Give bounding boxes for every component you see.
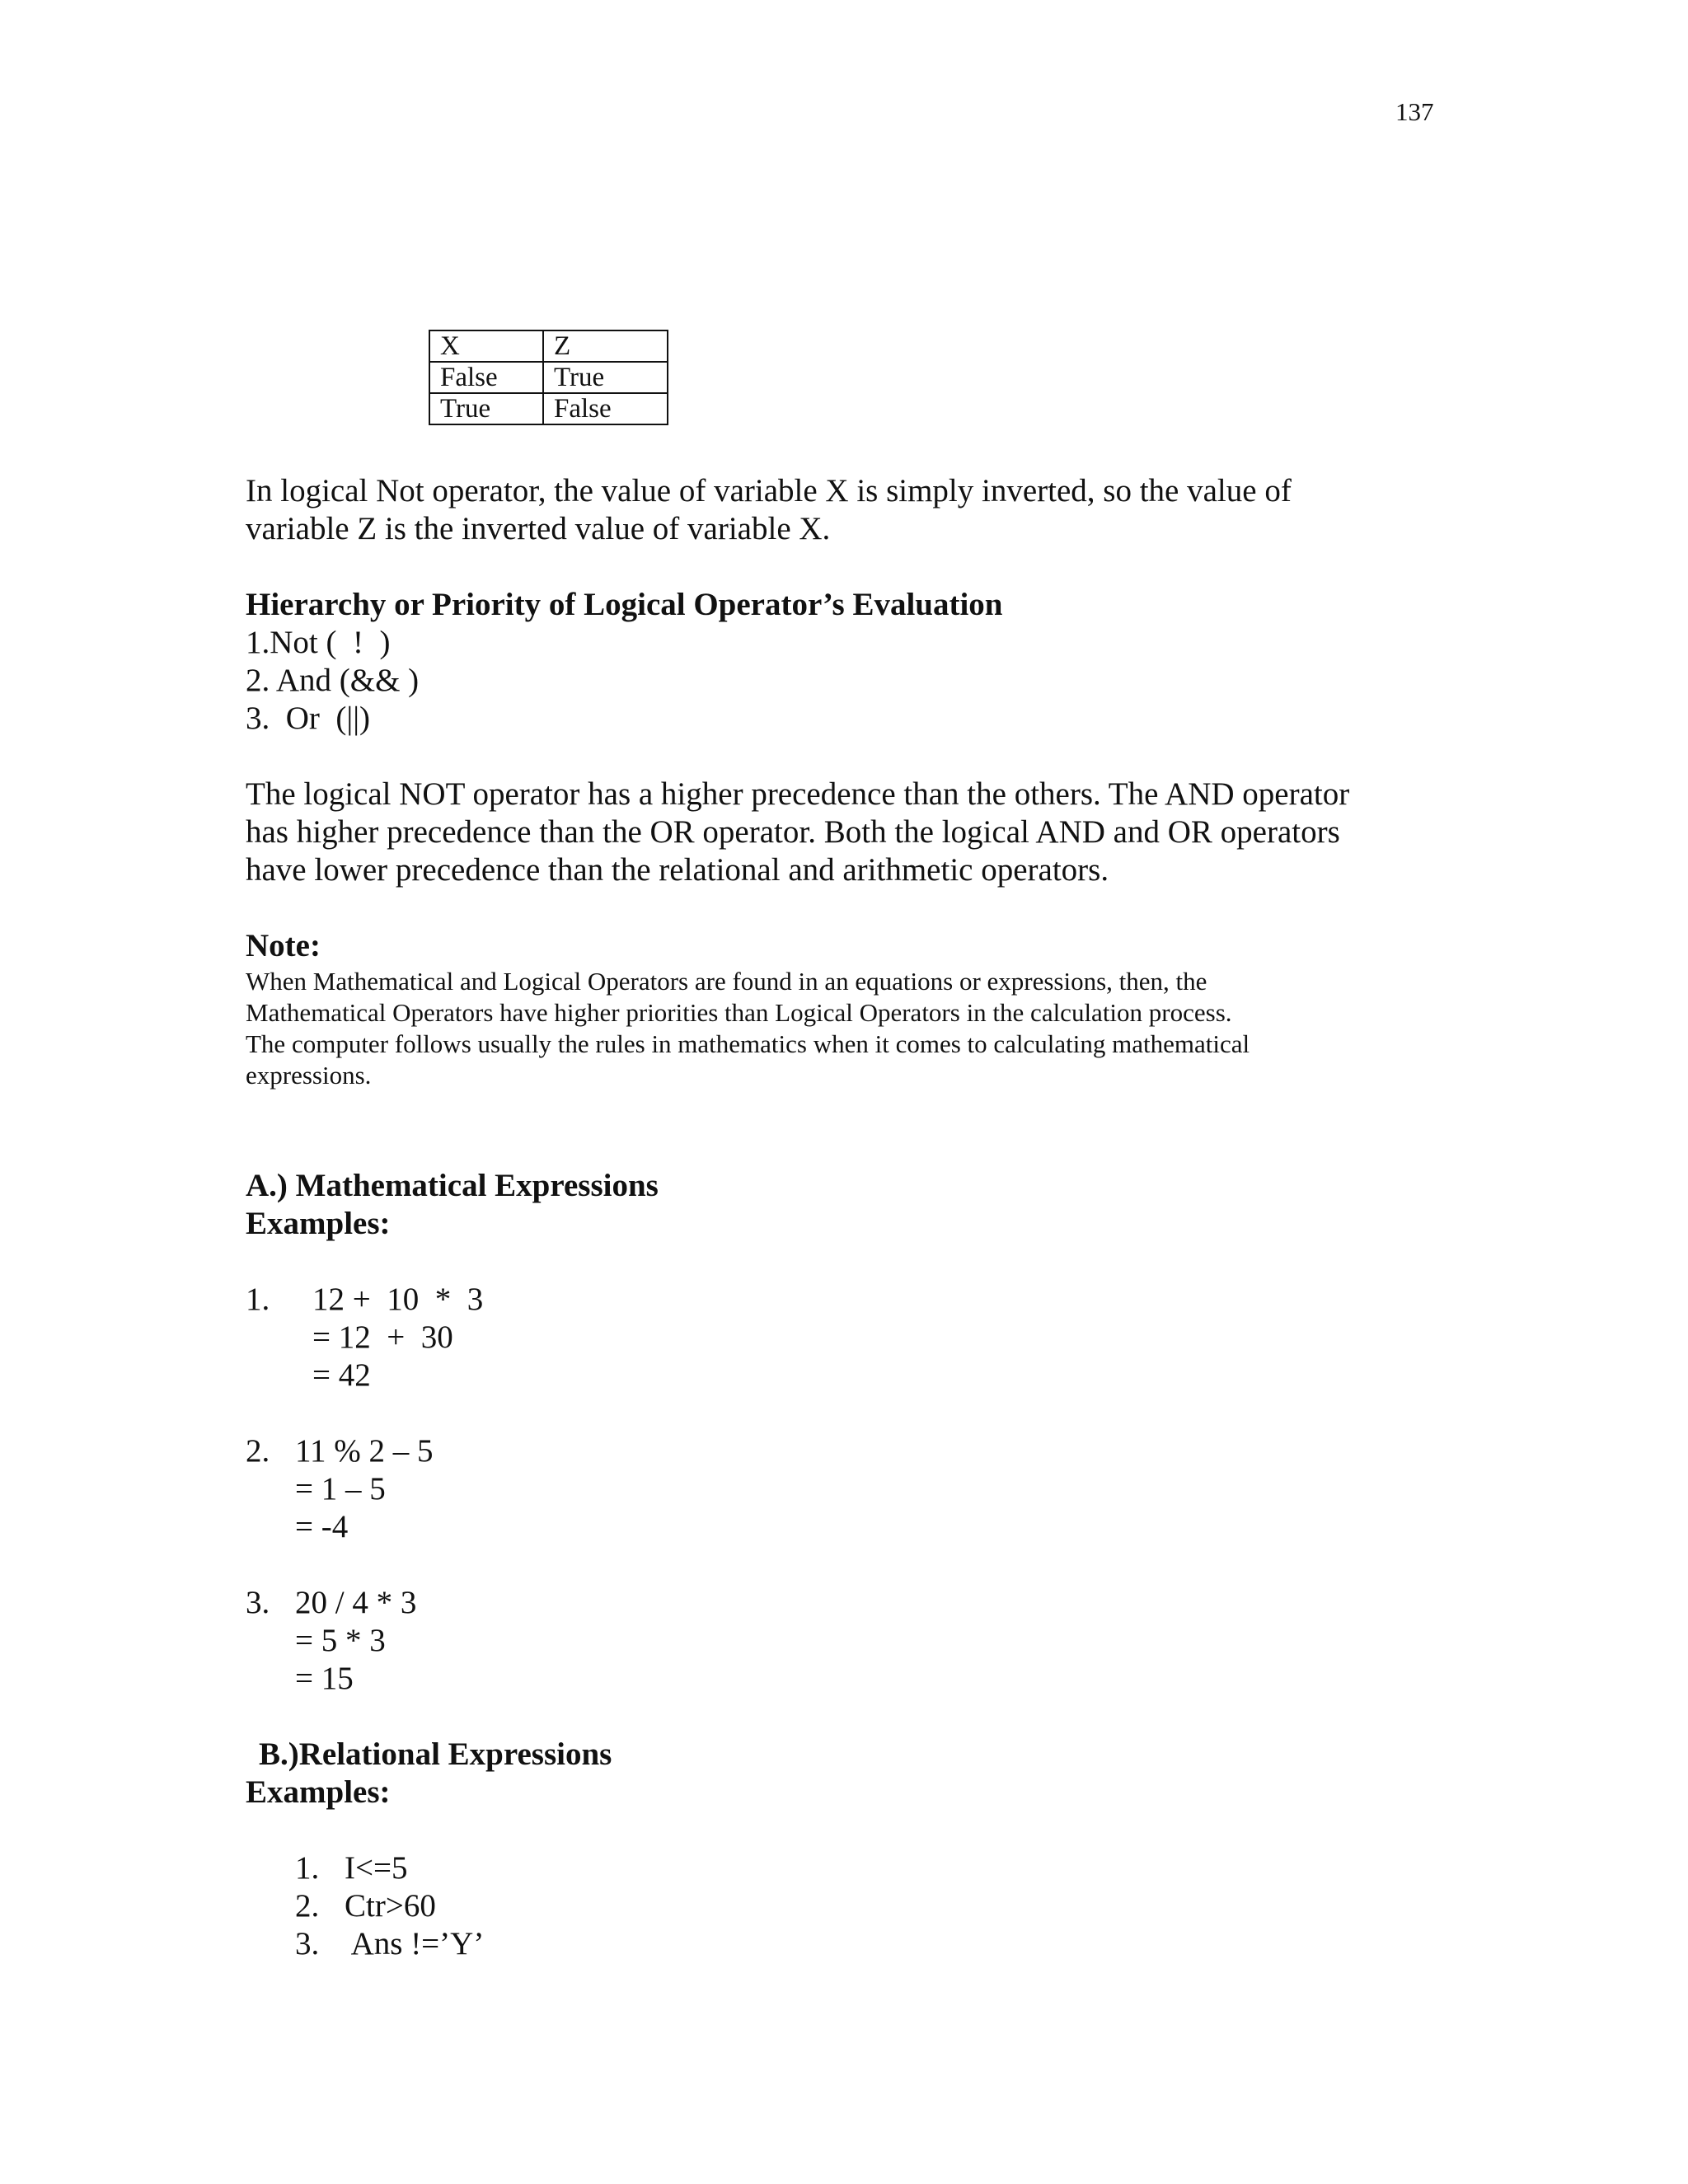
section-b-heading: B.)Relational Expressions [259,1736,612,1772]
example-number: 3. [246,1585,270,1620]
section-a-subheading: Examples: [246,1206,391,1241]
table-row [429,393,668,424]
example-number: 2. [246,1433,270,1469]
paragraph-line: variable Z is the inverted value of variable X. [246,511,831,546]
paragraph-line: In logical Not operator, the value of variable X is simply inverted, so the value of [246,473,1292,509]
paragraph-line: have lower precedence than the relational and arithmetic operators. [246,852,1109,888]
section-a-heading: A.) Mathematical Expressions [246,1168,659,1203]
section-b-subheading: Examples: [246,1774,391,1810]
hierarchy-item: 1.Not ( ! ) [246,625,391,660]
list-item-number: 3. [295,1926,320,1961]
table-cell: True [429,393,543,424]
list-item: Ans !=’Y’ [345,1926,485,1961]
list-item: I<=5 [345,1850,408,1886]
hierarchy-item: 3. Or (||) [246,701,370,736]
table-cell: False [543,393,668,424]
paragraph-line: has higher precedence than the OR operator. Both the logical AND and OR operators [246,814,1340,850]
example-step: = -4 [295,1509,349,1544]
example-step: = 15 [295,1661,354,1696]
note-line: The computer follows usually the rules in mathematics when it comes to calculating mathematical [246,1029,1250,1058]
hierarchy-heading: Hierarchy or Priority of Logical Operator’s Evaluation [246,587,1003,622]
example-number: 1. [246,1282,270,1317]
note-heading: Note: [246,928,321,963]
note-line: expressions. [246,1061,372,1090]
truth-table [429,330,668,425]
hierarchy-item: 2. And (&& ) [246,663,420,698]
example-step: = 12 + 30 [312,1319,453,1355]
list-item-number: 1. [295,1850,320,1886]
example-step: = 1 – 5 [295,1471,386,1507]
table-header-x: X [429,330,543,362]
table-cell: True [543,362,668,393]
note-line: Mathematical Operators have higher priorities than Logical Operators in the calculation process. [246,998,1232,1027]
example-step: = 42 [312,1357,371,1393]
example-expression: 11 % 2 – 5 [295,1433,434,1469]
table-cell: False [429,362,543,393]
table-header-z: Z [543,330,668,362]
example-expression: 20 / 4 * 3 [295,1585,417,1620]
paragraph-line: The logical NOT operator has a higher precedence than the others. The AND operator [246,776,1350,812]
list-item: Ctr>60 [345,1888,436,1924]
table-row [429,362,668,393]
example-expression: 12 + 10 * 3 [312,1282,484,1317]
note-line: When Mathematical and Logical Operators are found in an equations or expressions, then, the [246,967,1207,996]
page-number: 137 [1395,97,1434,126]
example-step: = 5 * 3 [295,1623,386,1658]
list-item-number: 2. [295,1888,320,1924]
table-header-row [429,330,668,362]
